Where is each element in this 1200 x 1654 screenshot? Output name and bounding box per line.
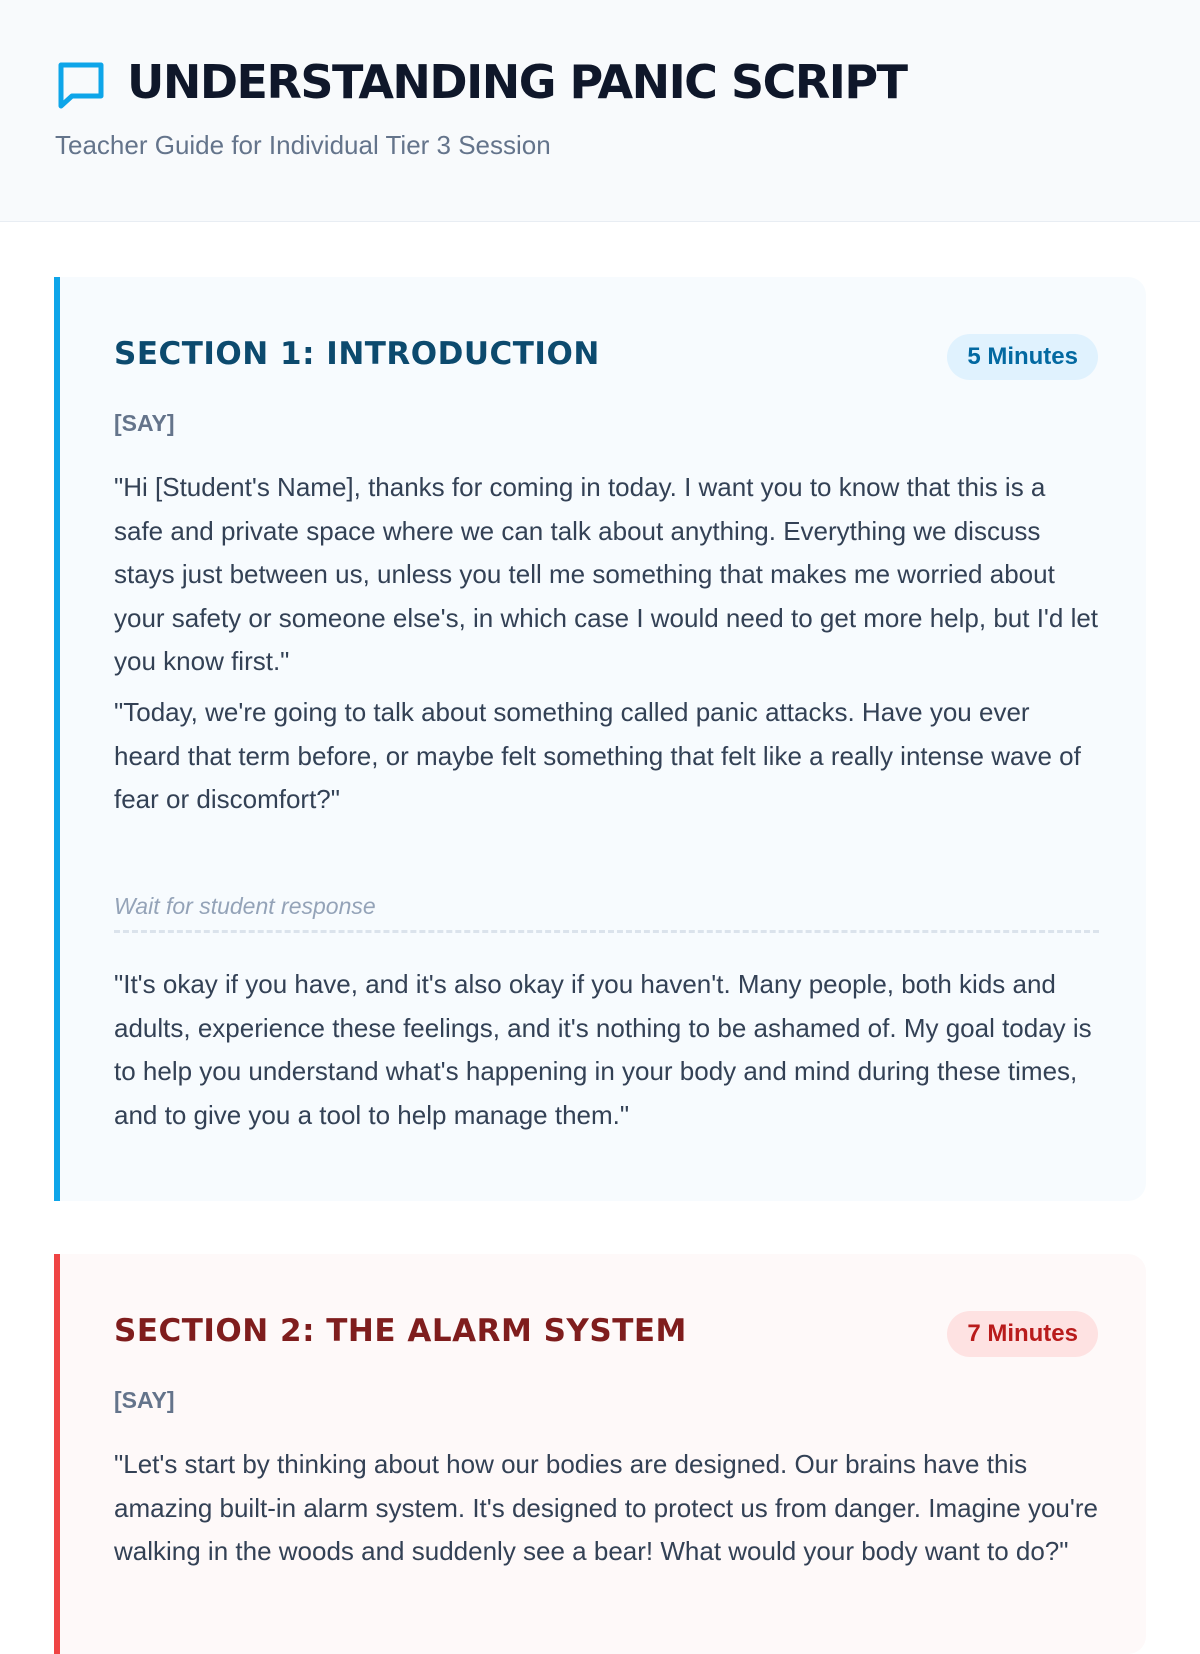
script-paragraph: "It's okay if you have, and it's also okay if you haven't. Many people, both kids and adults, experience these feelings, and it's nothing to be ashamed of. My goal today is to help you understand what's happening in your body and mind during these times, and to give you a tool to help manage them." [114,969,1092,1130]
script-paragraph: "Today, we're going to talk about something called panic attacks. Have you ever heard that term before, or maybe felt something that felt like a really intense wave of fear or discomfort?" [114,697,1081,814]
section-alarm-system [54,1254,1146,1654]
page-subtitle: Teacher Guide for Individual Tier 3 Session [55,130,551,160]
wait-note: Wait for student response [114,893,1099,933]
duration-badge: 7 Minutes [947,1311,1098,1357]
section-title: SECTION 2: THE ALARM SYSTEM [114,1313,687,1349]
page-header [0,0,1200,222]
script-paragraph: "Hi [Student's Name], thanks for coming in today. I want you to know that this is a safe and private space where we can talk about anything. Everything we discuss stays just between us, unless you tell me something that makes me worried about your safety or someone else's, in which case I would need to get more help, but I'd let you know first." [114,472,1099,676]
say-label: [SAY] [114,1387,175,1413]
section-header [114,1308,1098,1354]
say-label: [SAY] [114,410,175,436]
section-introduction [54,277,1146,1201]
script-paragraph: "Let's start by thinking about how our bodies are designed. Our brains have this amazing built-in alarm system. It's designed to protect us from danger. Imagine you're walking in the woods and suddenly see a bear! What would your body want to do?" [114,1449,1098,1566]
chat-bubble-icon [55,59,107,111]
section-header [114,331,1098,377]
section-title: SECTION 1: INTRODUCTION [114,336,600,372]
page-title: UNDERSTANDING PANIC SCRIPT [127,55,907,109]
title-row [55,52,906,112]
duration-badge: 5 Minutes [947,334,1098,380]
